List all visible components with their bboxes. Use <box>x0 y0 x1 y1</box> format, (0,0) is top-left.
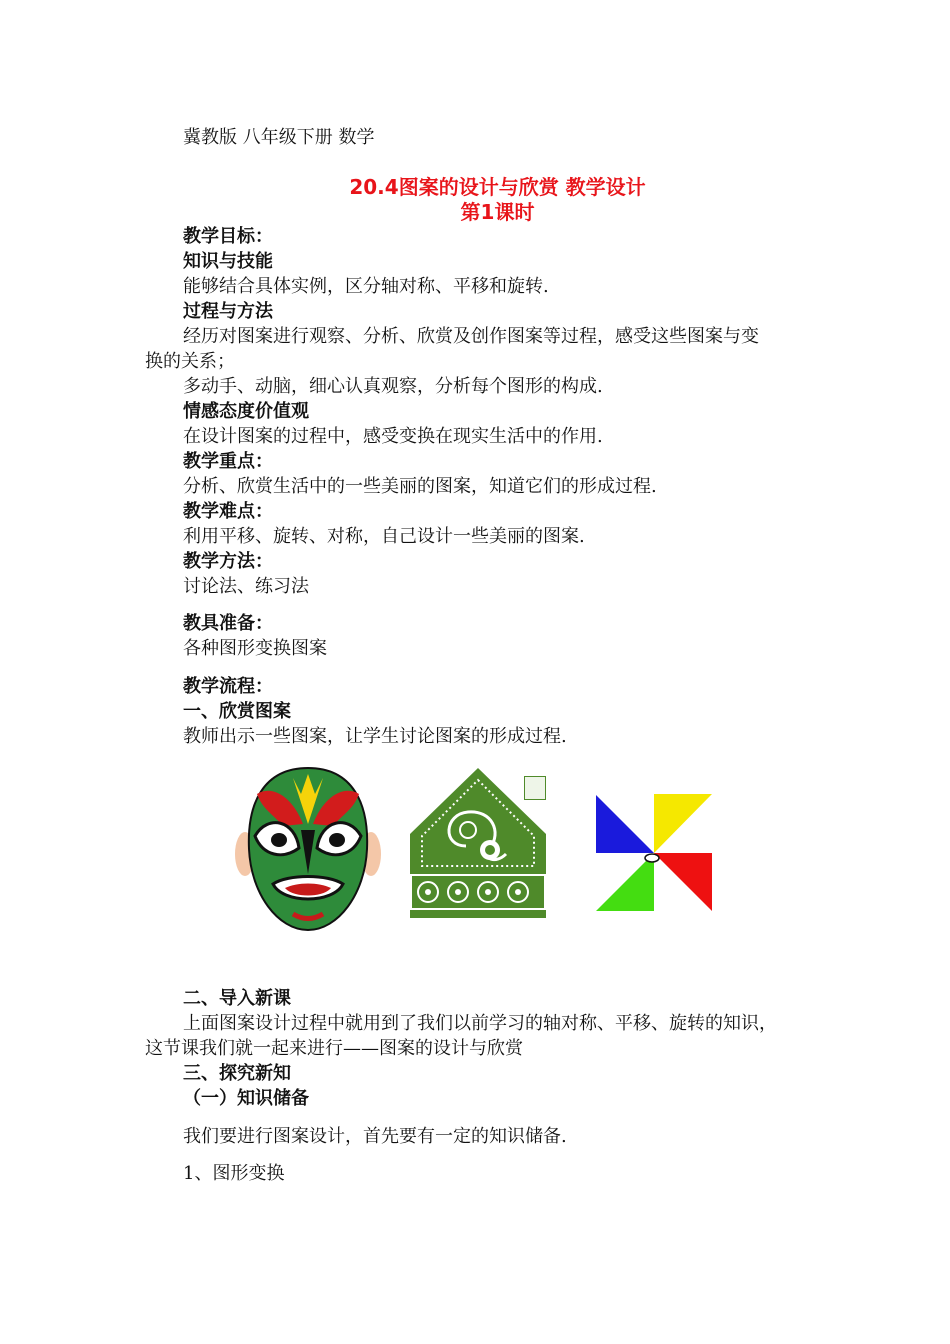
pinwheel-image <box>592 792 716 914</box>
document-title: 20.4图案的设计与欣赏 教学设计 <box>349 175 646 199</box>
seal-stamp <box>524 776 546 800</box>
section-1-heading: 一、欣赏图案 <box>183 701 291 722</box>
section-3-item-1: 1、图形变换 <box>183 1163 285 1184</box>
difficulties-text: 利用平移、旋转、对称，自己设计一些美丽的图案. <box>183 526 585 547</box>
section-2-heading: 二、导入新课 <box>183 988 291 1009</box>
lesson-number: 第1课时 <box>460 200 535 224</box>
subject-line: 冀教版 八年级下册 数学 <box>183 127 375 148</box>
emotion-text: 在设计图案的过程中，感受变换在现实生活中的作用. <box>183 426 603 447</box>
knowledge-heading: 知识与技能 <box>183 251 273 272</box>
tools-text: 各种图形变换图案 <box>183 638 327 659</box>
key-points-heading: 教学重点： <box>183 451 273 472</box>
process-text-2: 多动手、动脑，细心认真观察，分析每个图形的构成. <box>183 376 603 397</box>
process-text-1b: 换的关系； <box>145 351 235 372</box>
section-1-text: 教师出示一些图案，让学生讨论图案的形成过程. <box>183 726 567 747</box>
tools-heading: 教具准备： <box>183 613 273 634</box>
section-3-text: 我们要进行图案设计，首先要有一定的知识储备. <box>183 1126 567 1147</box>
section-2-text-1: 上面图案设计过程中就用到了我们以前学习的轴对称、平移、旋转的知识， <box>183 1013 777 1034</box>
flow-heading: 教学流程： <box>183 676 273 697</box>
emotion-heading: 情感态度价值观 <box>183 401 309 422</box>
objectives-heading: 教学目标： <box>183 226 273 247</box>
key-points-text: 分析、欣赏生活中的一些美丽的图案，知道它们的形成过程. <box>183 476 657 497</box>
section-2-text-2: 这节课我们就一起来进行——图案的设计与欣赏 <box>145 1038 523 1059</box>
process-heading: 过程与方法 <box>183 301 273 322</box>
section-3-subheading: （一）知识储备 <box>183 1088 309 1109</box>
methods-heading: 教学方法： <box>183 551 273 572</box>
section-3-heading: 三、探究新知 <box>183 1063 291 1084</box>
methods-text: 讨论法、练习法 <box>183 576 309 597</box>
opera-mask-image <box>233 764 383 934</box>
knowledge-text: 能够结合具体实例，区分轴对称、平移和旋转. <box>183 276 549 297</box>
process-text-1: 经历对图案进行观察、分析、欣赏及创作图案等过程，感受这些图案与变 <box>183 326 759 347</box>
difficulties-heading: 教学难点： <box>183 501 273 522</box>
